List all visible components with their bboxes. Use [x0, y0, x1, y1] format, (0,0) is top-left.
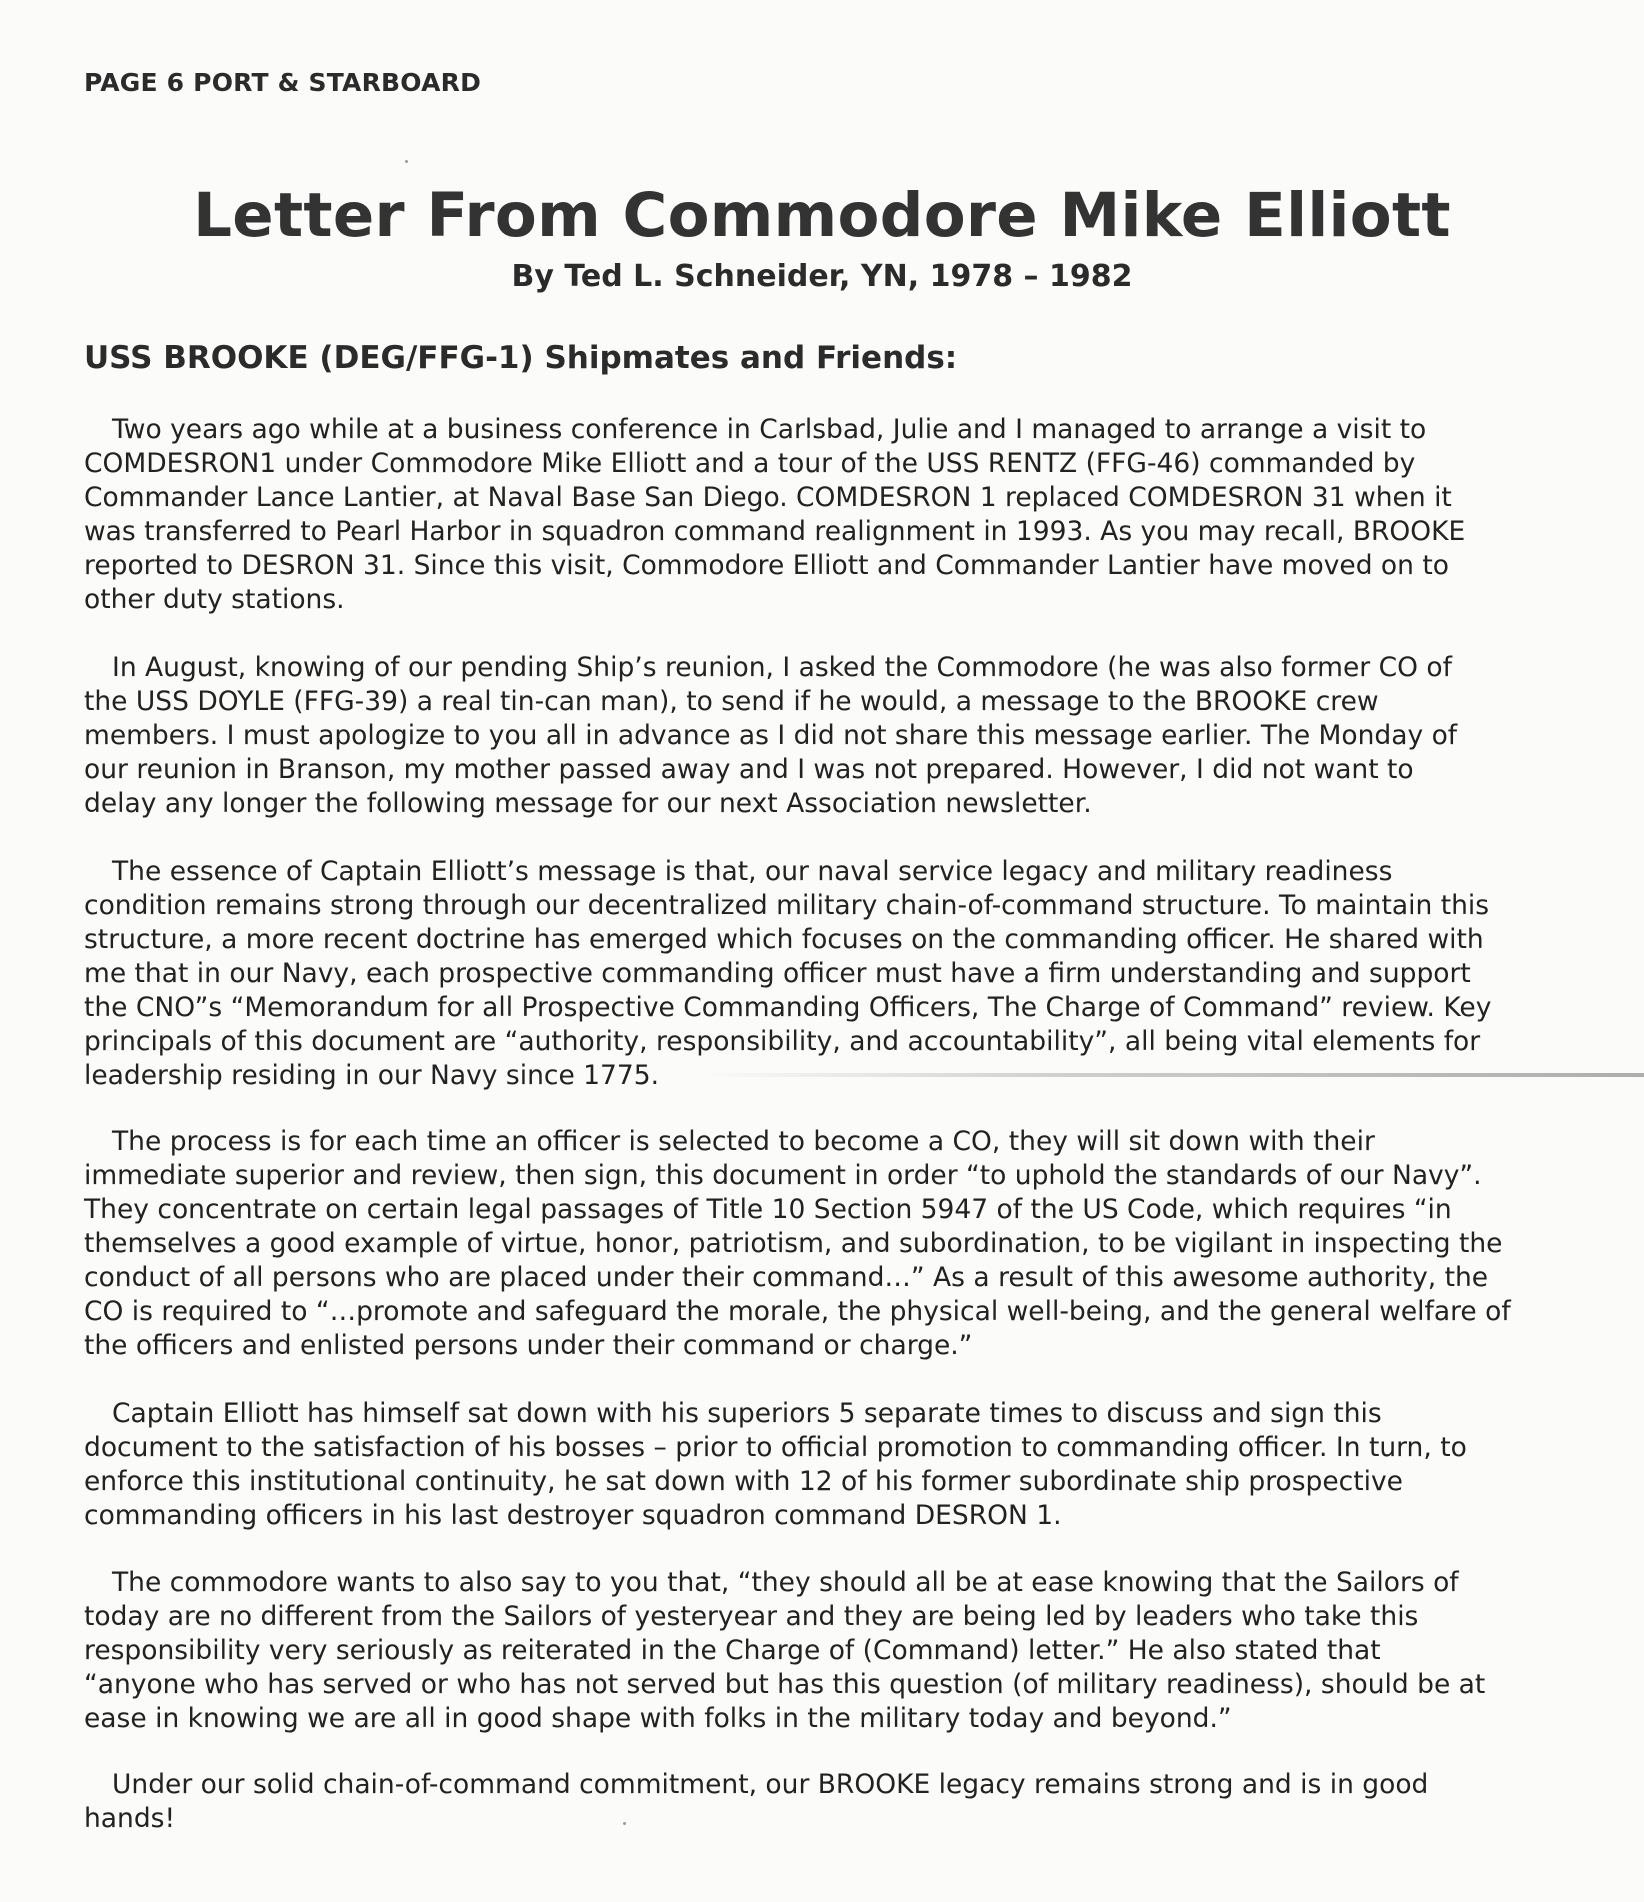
paragraph-line: Under our solid chain-of-command commitment, our BROOKE legacy remains strong and is in good	[112, 1769, 1429, 1800]
paragraph-5	[84, 1397, 1584, 1533]
paragraph-line: hands!	[84, 1803, 176, 1834]
paragraph-line: CO is required to “…promote and safeguard the morale, the physical well-being, and the general welfare of	[84, 1296, 1511, 1327]
paragraph-line: Commander Lance Lantier, at Naval Base San Diego. COMDESRON 1 replaced COMDESRON 31 when it	[84, 482, 1452, 513]
paragraph-line: The commodore wants to also say to you that, “they should all be at ease knowing that the Sailors of	[112, 1567, 1459, 1598]
paragraph-line: the USS DOYLE (FFG-39) a real tin-can man), to send if he would, a message to the BROOKE crew	[84, 686, 1379, 717]
paragraph-line: The essence of Captain Elliott’s message is that, our naval service legacy and military readiness	[112, 856, 1393, 887]
paragraph-line: delay any longer the following message for our next Association newsletter.	[84, 788, 1092, 819]
paragraph-line: immediate superior and review, then sign, this document in order “to uphold the standards of our Navy”.	[84, 1160, 1482, 1191]
paragraph-line: structure, a more recent doctrine has emerged which focuses on the commanding officer. He shared with	[84, 924, 1484, 955]
paragraph-line: ease in knowing we are all in good shape with folks in the military today and beyond.”	[84, 1703, 1232, 1734]
paragraph-line: Two years ago while at a business conference in Carlsbad, Julie and I managed to arrange a visit to	[112, 414, 1427, 445]
paragraph-4	[84, 1125, 1584, 1363]
paragraph-6	[84, 1566, 1584, 1736]
paragraph-line: They concentrate on certain legal passages of Title 10 Section 5947 of the US Code, which requires “in	[84, 1194, 1452, 1225]
scan-speck	[405, 160, 408, 163]
paragraph-line: leadership residing in our Navy since 1775.	[84, 1060, 660, 1091]
article-title: Letter From Commodore Mike Elliott	[193, 180, 1451, 251]
scan-artifact-line	[700, 1073, 1644, 1077]
paragraph-line: reported to DESRON 31. Since this visit, Commodore Elliott and Commander Lantier have moved on to	[84, 550, 1449, 581]
article-byline: By Ted L. Schneider, YN, 1978 – 1982	[511, 259, 1133, 294]
paragraph-7	[84, 1768, 1584, 1836]
paragraph-line: COMDESRON1 under Commodore Mike Elliott and a tour of the USS RENTZ (FFG-46) commanded by	[84, 448, 1416, 479]
paragraph-line: members. I must apologize to you all in advance as I did not share this message earlier. The Monday of	[84, 720, 1458, 751]
paragraph-line: today are no different from the Sailors of yesteryear and they are being led by leaders who take this	[84, 1601, 1419, 1632]
paragraph-line: “anyone who has served or who has not served but has this question (of military readiness), should be at	[84, 1669, 1486, 1700]
paragraph-line: enforce this institutional continuity, he sat down with 12 of his former subordinate ship prospective	[84, 1466, 1403, 1497]
salutation: USS BROOKE (DEG/FFG-1) Shipmates and Friends:	[84, 340, 958, 376]
paragraph-line: In August, knowing of our pending Ship’s reunion, I asked the Commodore (he was also former CO of	[112, 652, 1452, 683]
paragraph-line: the officers and enlisted persons under their command or charge.”	[84, 1330, 973, 1361]
paragraph-line: commanding officers in his last destroyer squadron command DESRON 1.	[84, 1500, 1062, 1531]
paragraph-line: conduct of all persons who are placed under their command…” As a result of this awesome authority, the	[84, 1262, 1489, 1293]
paragraph-line: the CNO”s “Memorandum for all Prospective Commanding Officers, The Charge of Command” review. Key	[84, 992, 1492, 1023]
paragraph-line: other duty stations.	[84, 584, 345, 615]
paragraph-line: was transferred to Pearl Harbor in squadron command realignment in 1993. As you may recall, BROOKE	[84, 516, 1466, 547]
paragraph-line: our reunion in Branson, my mother passed away and I was not prepared. However, I did not want to	[84, 754, 1414, 785]
paragraph-line: Captain Elliott has himself sat down with his superiors 5 separate times to discuss and sign this	[112, 1398, 1382, 1429]
paragraph-line: responsibility very seriously as reiterated in the Charge of (Command) letter.” He also stated that	[84, 1635, 1381, 1666]
page-header: PAGE 6 PORT & STARBOARD	[84, 68, 482, 97]
paragraph-line: themselves a good example of virtue, honor, patriotism, and subordination, to be vigilant in inspecting the	[84, 1228, 1503, 1259]
paragraph-line: The process is for each time an officer is selected to become a CO, they will sit down with their	[112, 1126, 1375, 1157]
paragraph-line: principals of this document are “authority, responsibility, and accountability”, all being vital elements for	[84, 1026, 1481, 1057]
paragraph-1	[84, 413, 1584, 617]
paragraph-line: condition remains strong through our decentralized military chain-of-command structure. To maintain this	[84, 890, 1490, 921]
paragraph-line: document to the satisfaction of his bosses – prior to official promotion to commanding officer. In turn, to	[84, 1432, 1467, 1463]
paragraph-line: me that in our Navy, each prospective commanding officer must have a firm understanding and support	[84, 958, 1471, 989]
scan-speck	[623, 1822, 626, 1825]
paragraph-3	[84, 855, 1584, 1093]
paragraph-2	[84, 651, 1584, 821]
